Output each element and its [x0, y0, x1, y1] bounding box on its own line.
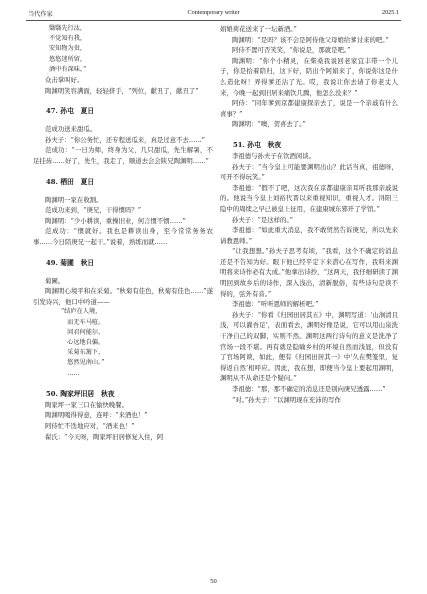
paragraph: 陶渊明：“少小耕读，重操旧业，何言惯不惯……”: [45, 216, 186, 225]
paragraph: 陶渊明：“你个小精灵，在柴桑我说回老家宜丰带一个儿子，你是拾着陪归，这下好，陪出个阿娟来了，你说你这是什么造化呀！弄得爹还沾了光。哎，我说让你去请了你老丈人来，今晚一起到旧居来痛饮几腾，他怎么没来？”: [220, 56, 398, 97]
paragraph: 范成功来到，“庚兄，干得惯吗？”: [45, 206, 142, 215]
header-journal-title: 当代作家: [28, 11, 53, 18]
scene-heading: 47. 孙屯 夏日: [46, 107, 95, 116]
poem-line: 心远地自偏。: [61, 338, 105, 346]
paragraph: 阿侍：“同年爹到京都建康探亲去了，说是一个亲戚有什么喜事？”: [220, 99, 398, 118]
paragraph: 范成功送来甜瓜。: [45, 125, 97, 134]
paragraph: “对。”孙夫子：“以渊明现在充沛的写作: [232, 395, 341, 404]
poem-line: ……: [61, 369, 80, 377]
paragraph: 众击掌叫好。: [45, 76, 84, 85]
poem-line: 翳翳先行汰，: [49, 25, 87, 32]
paragraph: 孙夫子：“你看《归园田居其五》中，渊明写道：‘山涧清且浅，可以濯吾足’，表面看去，渊明好像是说，它可以用山泉洗干净自己的双脚，实则不然。渊明这两行诗句的意义是洗净了官场一段不堪。再有就是隐喻乡村的环境自然而浅显，但没有了官场阿谀，如此，便有《归园田居其一》中‘久在樊笼里，复得返自然’相呼应。因此，我在想，即便当今皇上要起用渊明，渊明从不从命还是个疑问。”: [220, 310, 398, 383]
poem-line: 悠然见南山。”: [61, 359, 105, 367]
paragraph: 孙夫子：“你公务忙，还专程送瓜来，真是过意不去……”: [45, 135, 205, 144]
header-english-title: Contemporary writer: [187, 9, 240, 16]
left-column: [33, 24, 213, 442]
poem-line: 采菊东篱下，: [61, 349, 105, 357]
paragraph: 陶渊明：“噢，贺喜去了。”: [232, 120, 306, 129]
paragraph: 李祖德：“如此重大消息，我不敢贸然告诉庚兄，所以先来请教恩师。”: [220, 226, 398, 245]
paragraph: 菊圃。: [45, 276, 65, 285]
paragraph: 李祖德与孙夫子在饮酒闲谈。: [232, 151, 316, 160]
header-rule: [26, 20, 401, 21]
paragraph: 孙夫子：“当今皇上可能要渊明出山？此话当真，祖德呀，可开不得玩笑。”: [220, 162, 398, 182]
page-header: [26, 8, 401, 19]
paragraph: 陶渊明笑容满面，轻轻挤手，“列位，献丑了，献丑了”: [45, 86, 199, 95]
scene-heading: 51. 孙屯 秋夜: [233, 140, 282, 149]
paragraph: 范成功：“一日为师，终身为父，几只甜瓜，先生解暑，不足挂齿……好了，先生，我走了，顺道去会会陕兄陶渊明……”: [33, 146, 213, 165]
scene-heading: 48. 栖田 夏日: [46, 177, 95, 186]
poem-line: 而无车马喧。: [61, 318, 105, 326]
page-number: 50: [210, 578, 217, 585]
paragraph: 陶渊明喝得得意，连呼：“来酒也！”: [45, 411, 148, 420]
paragraph: 李祖德：“假不了吧，这次我在京都建康亲耳听我那亲戚说的。他说当今皇上刘裕代晋以来重视知识，重视人才。浔阳三隐中的周续之早已被皇上征用，在建康城东邪开了学馆。”: [220, 183, 398, 213]
paragraph: “让我想想。”孙夫子思考有顷，“我看，这个不确定的消息还是不告知为好。眼下他已经平定下来潜心在写作，我料来渊明将来诗作必有大成。”他拿出诗抄，“这两天，我仔细研读了渊明回到故乡后的诗作，深入浅出，清新脱俗，有些诗句是读不得的，弦外有音。”: [220, 247, 398, 298]
poem-line: 问君何能尔，: [61, 328, 105, 336]
header-issue: 2025.1: [381, 9, 399, 16]
paragraph: 翟氏：“今天呀，陶家坪旧居修复入住，阿: [45, 432, 164, 441]
paragraph: 陶渊明心境平和在采菊。“秋菊有佳色，秋菊有佳色……”遂引发诗兴，他口中吟道——: [33, 287, 213, 306]
scene-heading: 50. 陶家坪旧居 秋夜: [46, 389, 115, 398]
paragraph: 李祖德：“那，那不确定的消息还是别向庚兄透露……”: [232, 385, 386, 393]
poem-line: “结庐在人境，: [61, 308, 102, 316]
paragraph: 陶家坪一家三口在愉快晚餐。: [45, 400, 129, 409]
poem-line: 酒中有深味。”: [49, 65, 87, 73]
paragraph: 娟娘荷花送来了一坛新酒。”: [220, 25, 297, 33]
paragraph: 范成功：“惯就好。我也是耕读出身，至今常常务务农事……今日陪庚兄一起干。”说着，熟练而就……: [33, 227, 213, 246]
paragraph: 阿侍不置可否笑笑，“你说是，那就是吧。”: [232, 46, 351, 55]
poem-line: 安知物为贵，: [49, 45, 87, 53]
right-column: [220, 24, 398, 405]
paragraph: 陶渊明：“是吗？该不会是阿侍他父母娘给爹讨来的吧。”: [232, 35, 389, 44]
paragraph: 陶渊明一家在收割。: [45, 195, 103, 204]
paragraph: 孙夫子：“是这样的。”: [232, 215, 293, 224]
poem-line: 悠悠迷所留，: [49, 55, 87, 63]
paragraph: 李祖德：“听听恩师的解析吧。”: [232, 300, 319, 309]
poem-line: 不觉知有我，: [49, 35, 87, 43]
paragraph: 阿侍忙不迭地应对，“酒来也！”: [45, 421, 135, 430]
scene-heading: 49. 菊圃 秋日: [46, 258, 95, 267]
